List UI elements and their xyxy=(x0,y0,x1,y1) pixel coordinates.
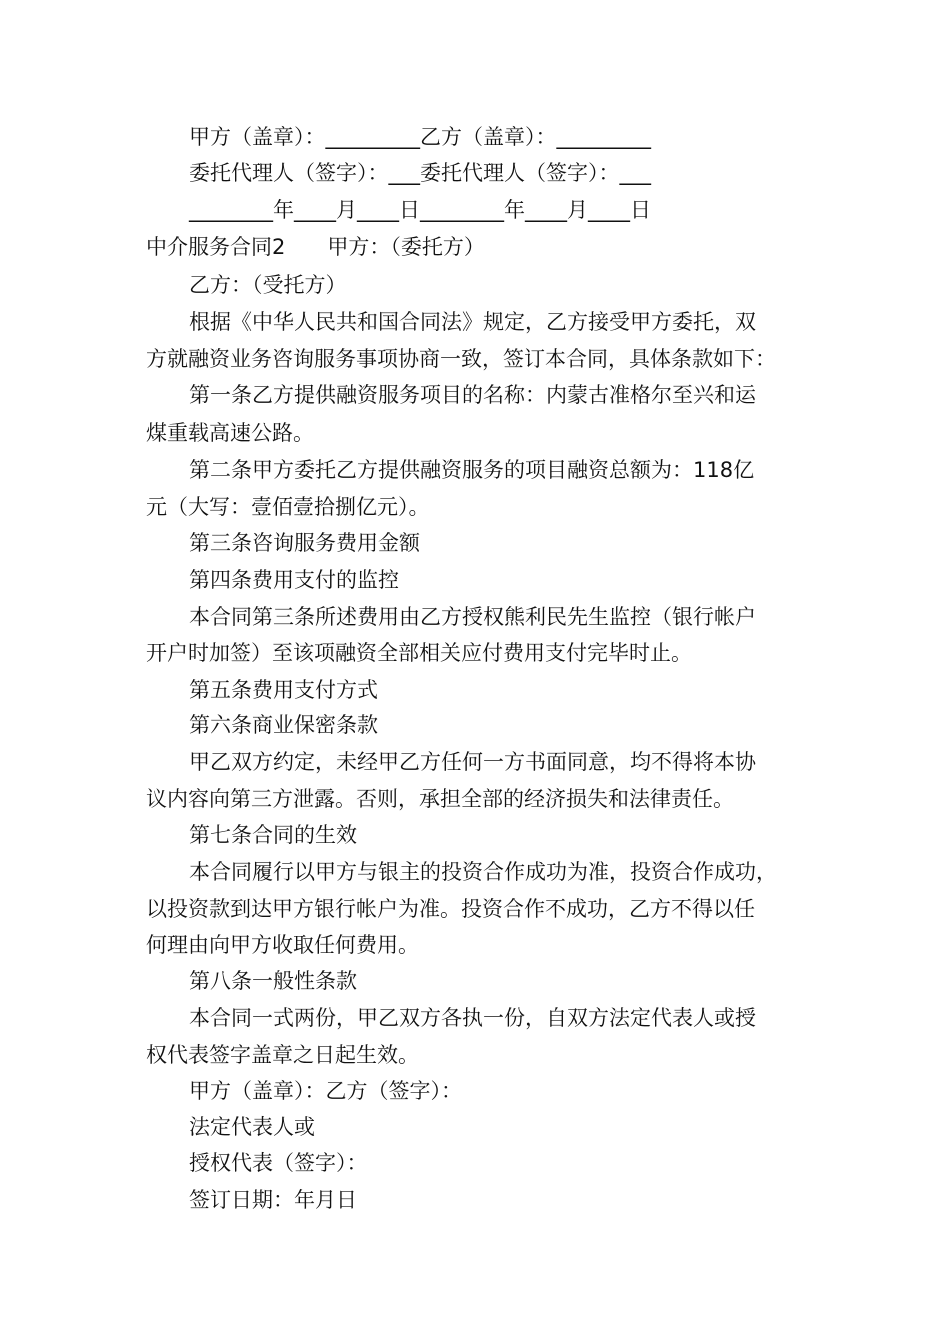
article-6-heading: 第六条商业保密条款 xyxy=(189,713,378,737)
article-6-body-line-2: 议内容向第三方泄露。否则，承担全部的经济损失和法律责任。 xyxy=(146,787,734,811)
signing-date-line: 签订日期：年月日 xyxy=(189,1188,357,1212)
article-8-body-line-1: 本合同一式两份，甲乙双方各执一份，自双方法定代表人或授 xyxy=(189,1006,756,1030)
article-3-heading: 第三条咨询服务费用金额 xyxy=(189,531,420,555)
article-2-line-1: 第二条甲方委托乙方提供融资服务的项目融资总额为：118亿 xyxy=(189,458,755,482)
prev-contract-party-seals-line: 甲方（盖章）：_________乙方（盖章）：_________ xyxy=(189,125,651,149)
article-4-body-line-1: 本合同第三条所述费用由乙方授权熊利民先生监控（银行帐户 xyxy=(189,605,756,629)
intro-paragraph-line-1: 根据《中华人民共和国合同法》规定，乙方接受甲方委托，双 xyxy=(189,310,756,334)
article-4-body-line-2: 开户时加签）至该项融资全部相关应付费用支付完毕时止。 xyxy=(146,641,692,665)
article-8-body-line-2: 权代表签字盖章之日起生效。 xyxy=(146,1043,419,1067)
article-7-body-line-1: 本合同履行以甲方与银主的投资合作成功为准，投资合作成功， xyxy=(189,860,777,884)
article-1-line-2: 煤重载高速公路。 xyxy=(146,421,314,445)
signature-parties-line: 甲方（盖章）：乙方（签字）： xyxy=(189,1079,462,1103)
article-6-body-line-1: 甲乙双方约定，未经甲乙方任何一方书面同意，均不得将本协 xyxy=(189,750,756,774)
contract-heading: 中介服务合同2 甲方：（委托方） xyxy=(146,235,485,259)
article-1-line-1: 第一条乙方提供融资服务项目的名称：内蒙古准格尔至兴和运 xyxy=(189,383,756,407)
article-5-heading: 第五条费用支付方式 xyxy=(189,678,378,702)
article-4-heading: 第四条费用支付的监控 xyxy=(189,568,399,592)
prev-contract-dates-line: ________年____月____日________年____月____日 xyxy=(189,198,651,222)
party-b-line: 乙方：（受托方） xyxy=(189,273,347,297)
article-8-heading: 第八条一般性条款 xyxy=(189,969,357,993)
article-7-heading: 第七条合同的生效 xyxy=(189,823,357,847)
intro-paragraph-line-2: 方就融资业务咨询服务事项协商一致，签订本合同，具体条款如下： xyxy=(146,347,776,371)
article-2-line-2: 元（大写：壹佰壹拾捌亿元）。 xyxy=(146,495,430,519)
article-7-body-line-2: 以投资款到达甲方银行帐户为准。投资合作不成功，乙方不得以任 xyxy=(146,897,755,921)
signature-legal-rep-line: 法定代表人或 xyxy=(189,1115,315,1139)
prev-contract-agent-signatures-line: 委托代理人（签字）：___委托代理人（签字）：___ xyxy=(189,161,651,185)
article-7-body-line-3: 何理由向甲方收取任何费用。 xyxy=(146,933,419,957)
signature-authorized-rep-line: 授权代表（签字）： xyxy=(189,1151,368,1175)
